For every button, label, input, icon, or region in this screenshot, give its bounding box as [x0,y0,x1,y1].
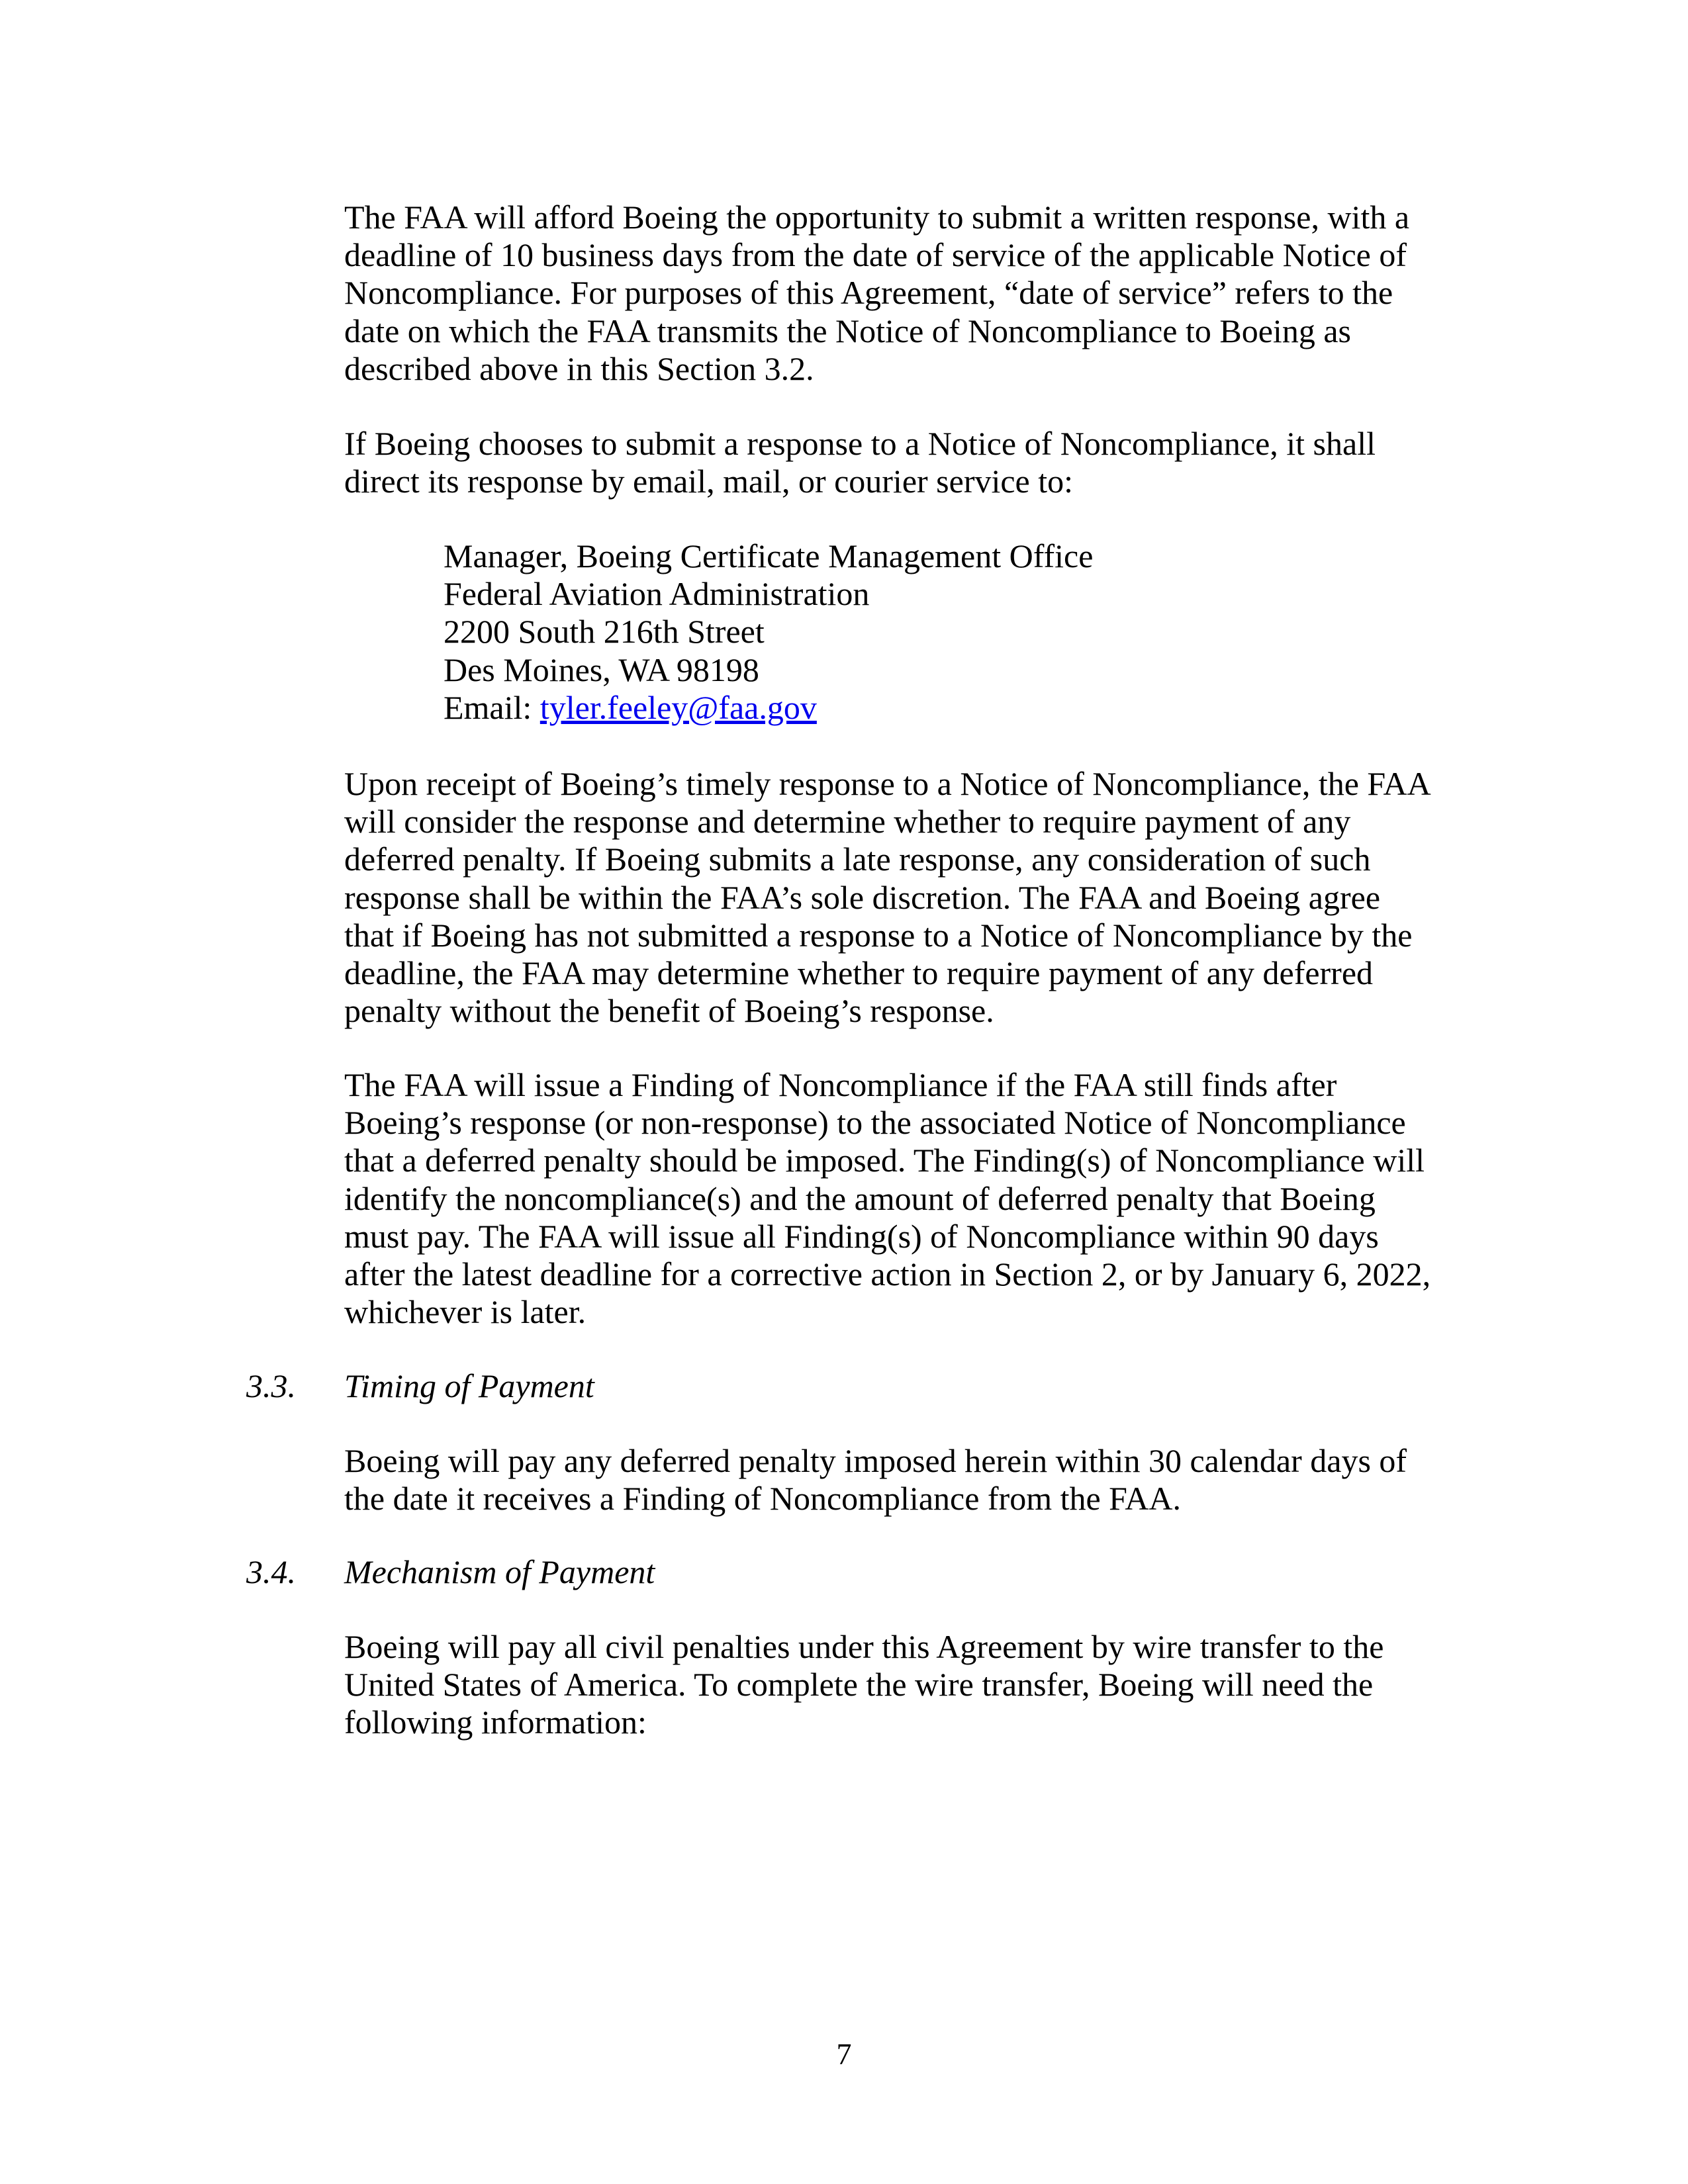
paragraph-line: will consider the response and determine whether to require payment of any [344,803,1351,841]
paragraph-line: deferred penalty. If Boeing submits a late response, any consideration of such [344,841,1371,878]
email-link[interactable]: tyler.feeley@faa.gov [539,688,817,726]
page-number: 7 [836,2037,852,2071]
address-line-street: 2200 South 216th Street [444,613,765,651]
address-block [444,537,1093,727]
paragraph-line: The FAA will afford Boeing the opportunity to submit a written response, with a [344,199,1410,236]
paragraph-line: that if Boeing has not submitted a response to a Notice of Noncompliance by the [344,916,1413,954]
address-line-city: Des Moines, WA 98198 [444,651,759,688]
paragraph-line: United States of America. To complete the wire transfer, Boeing will need the [344,1666,1374,1704]
section-title: Timing of Payment [344,1367,594,1404]
paragraph-line: direct its response by email, mail, or courier service to: [344,463,1074,500]
paragraph-mechanism-of-payment [344,1628,1443,1742]
paragraph-line: response shall be within the FAA’s sole discretion. The FAA and Boeing agree [344,878,1381,916]
paragraph-line: Boeing will pay all civil penalties under this Agreement by wire transfer to the [344,1628,1384,1665]
paragraph-line: deadline, the FAA may determine whether to require payment of any deferred [344,954,1374,992]
paragraph-response-opportunity [344,199,1443,388]
paragraph-line: described above in this Section 3.2. [344,349,814,387]
paragraph-line: Noncompliance. For purposes of this Agreement, “date of service” refers to the [344,274,1393,312]
paragraph-line: after the latest deadline for a corrective action in Section 2, or by January 6, 2022, [344,1255,1431,1293]
paragraph-line: whichever is later. [344,1293,586,1331]
section-number: 3.4. [246,1553,296,1590]
email-label: Email: [444,688,540,726]
address-line-agency: Federal Aviation Administration [444,575,870,613]
paragraph-line: penalty without the benefit of Boeing’s response. [344,992,994,1030]
paragraph-line: following information: [344,1704,647,1741]
paragraph-line: deadline of 10 business days from the date of service of the applicable Notice of [344,236,1407,274]
paragraph-upon-receipt [344,765,1443,1030]
section-number: 3.3. [246,1367,296,1404]
paragraph-submit-response [344,425,1443,500]
paragraph-line: the date it receives a Finding of Noncompliance from the FAA. [344,1480,1181,1518]
address-line-office: Manager, Boeing Certificate Management Office [444,537,1094,574]
paragraph-line: If Boeing chooses to submit a response to a Notice of Noncompliance, it shall [344,425,1376,462]
paragraph-finding-of-noncompliance [344,1066,1443,1331]
paragraph-line: identify the noncompliance(s) and the amount of deferred penalty that Boeing [344,1179,1376,1217]
address-line-email [444,689,1093,727]
paragraph-line: Upon receipt of Boeing’s timely response to a Notice of Noncompliance, the FAA [344,765,1431,802]
section-title: Mechanism of Payment [344,1553,655,1590]
paragraph-line: Boeing will pay any deferred penalty imposed herein within 30 calendar days of [344,1442,1407,1479]
paragraph-line: Boeing’s response (or non-response) to the associated Notice of Noncompliance [344,1104,1406,1142]
paragraph-line: date on which the FAA transmits the Notice of Noncompliance to Boeing as [344,312,1351,349]
paragraph-line: that a deferred penalty should be imposed. The Finding(s) of Noncompliance will [344,1142,1425,1179]
paragraph-timing-of-payment [344,1442,1443,1518]
paragraph-line: must pay. The FAA will issue all Finding(s) of Noncompliance within 90 days [344,1217,1379,1255]
paragraph-line: The FAA will issue a Finding of Noncompliance if the FAA still finds after [344,1066,1337,1103]
